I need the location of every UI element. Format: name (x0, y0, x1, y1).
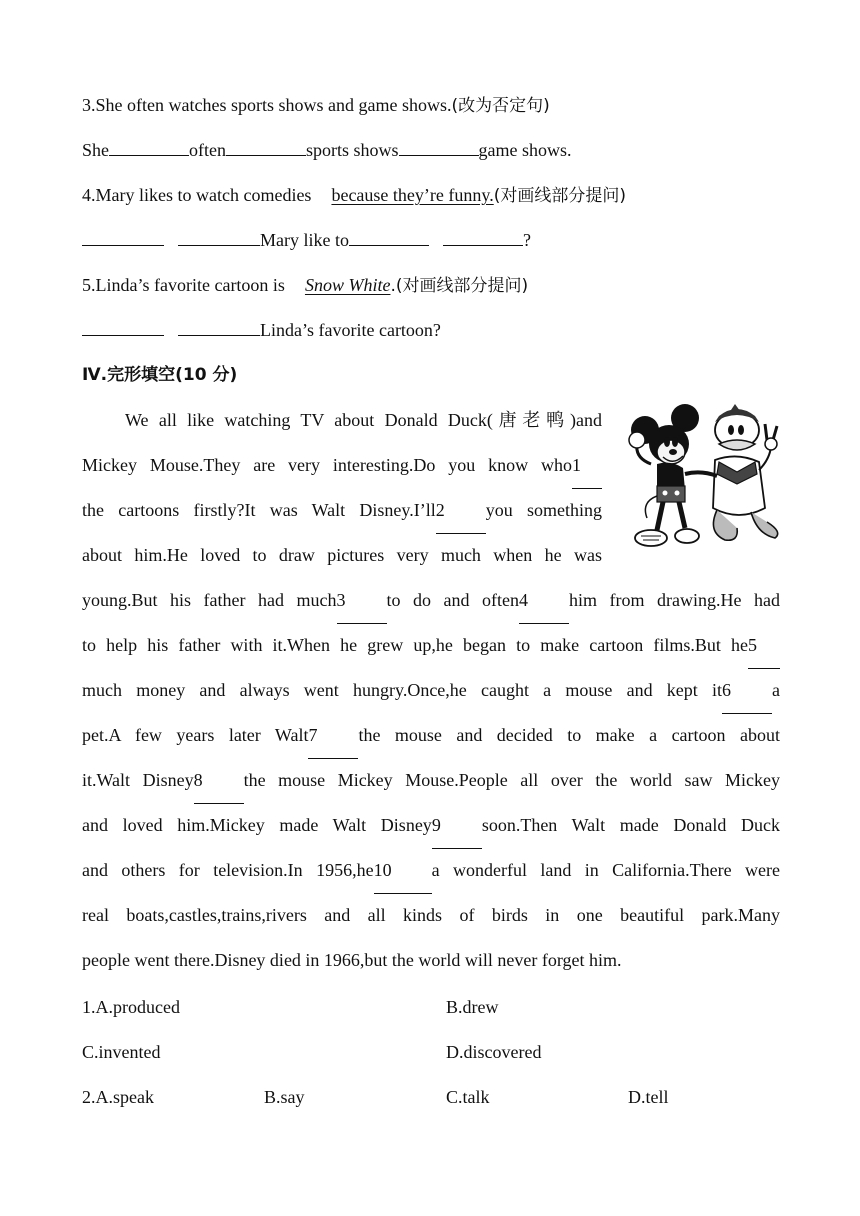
passage-line (82, 578, 780, 624)
option-1d[interactable]: D.discovered (446, 1042, 542, 1062)
answer-blank[interactable] (443, 228, 523, 246)
cloze-blank-5[interactable]: 5 (748, 623, 780, 669)
passage-text: real boats,castles,trains,rivers and all kinds of birds in one beautiful park.Many (82, 905, 780, 925)
answer-word: game shows. (478, 140, 572, 160)
option-1a[interactable]: 1.A.produced (82, 997, 180, 1017)
question-5-instruction: .(对画线部分提问) (390, 276, 529, 296)
answer-blank[interactable] (226, 138, 306, 156)
cloze-blank-6[interactable]: 6 (722, 668, 772, 714)
mickey-donald-cartoon-icon (627, 400, 785, 556)
option-2d[interactable]: D.tell (628, 1087, 669, 1107)
cloze-blank-1[interactable]: 1 (572, 443, 602, 489)
answer-blank[interactable] (82, 318, 164, 336)
cloze-blank-9[interactable]: 9 (432, 803, 482, 849)
cloze-blank-2[interactable]: 2 (436, 488, 486, 534)
question-4-instruction: (对画线部分提问) (493, 186, 626, 206)
question-3-instruction: (改为否定句) (451, 96, 550, 116)
passage-line (82, 488, 602, 534)
passage-text: a (772, 680, 780, 700)
passage-text: much money and always went hungry.Once,he caught a mouse and kept it (82, 680, 722, 700)
passage-text: We all like watching TV about Donald Duck(唐老鸭)and (125, 410, 602, 430)
passage-line (82, 623, 780, 669)
passage-text: and loved him.Mickey made Walt Disney (82, 815, 432, 835)
answer-word: often (189, 140, 226, 160)
question-3 (82, 93, 550, 118)
question-5-answer (82, 318, 441, 342)
passage-text: the cartoons firstly?It was Walt Disney.I’ll (82, 500, 436, 520)
cloze-blank-3[interactable]: 3 (337, 578, 387, 624)
passage-text: and others for television.In 1956,he (82, 860, 374, 880)
question-4-prompt: 4.Mary likes to watch comedies (82, 185, 312, 205)
passage-text: soon.Then Walt made Donald Duck (481, 815, 780, 835)
passage-line (82, 533, 602, 578)
answer-word: Linda’s favorite cartoon? (260, 320, 441, 340)
passage-line (82, 893, 780, 938)
option-2a[interactable]: 2.A.speak (82, 1087, 154, 1107)
option-2b[interactable]: B.say (264, 1087, 305, 1107)
question-5-prompt: 5.Linda’s favorite cartoon is (82, 275, 285, 295)
answer-blank[interactable] (82, 228, 164, 246)
answer-blank[interactable] (178, 228, 260, 246)
passage-text: people went there.Disney died in 1966,but the world will never forget him. (82, 950, 622, 970)
answer-blank[interactable] (178, 318, 260, 336)
passage-line (82, 668, 780, 714)
question-3-prompt: 3.She often watches sports shows and game shows. (82, 95, 452, 115)
passage-line (82, 938, 780, 983)
question-4 (82, 183, 626, 208)
cloze-blank-10[interactable]: 10 (374, 848, 432, 894)
passage-text: about him.He loved to draw pictures very much when he was (82, 545, 602, 565)
answer-word: Mary like to (260, 230, 349, 250)
passage-text: to help his father with it.When he grew up,he began to make cartoon films.But he (82, 635, 748, 655)
question-4-underlined: because they’re funny. (331, 185, 494, 205)
passage-line (82, 758, 780, 804)
question-4-answer (82, 228, 531, 252)
question-5-underlined: Snow White (304, 275, 391, 295)
cloze-blank-7[interactable]: 7 (308, 713, 358, 759)
question-3-answer (82, 138, 572, 162)
cloze-blank-4[interactable]: 4 (519, 578, 569, 624)
passage-line (82, 848, 780, 894)
answer-blank[interactable] (109, 138, 189, 156)
passage-text: the mouse and decided to make a cartoon about (358, 725, 780, 745)
passage-text: young.But his father had much (82, 590, 337, 610)
passage-line (82, 398, 602, 443)
option-2c[interactable]: C.talk (446, 1087, 490, 1107)
passage-line (82, 803, 780, 849)
passage-text: it.Walt Disney (82, 770, 194, 790)
passage-text: Mickey Mouse.They are very interesting.Do you know who (82, 455, 572, 475)
answer-word: She (82, 140, 109, 160)
passage-text: pet.A few years later Walt (82, 725, 309, 745)
passage-text: a wonderful land in California.There were (431, 860, 780, 880)
answer-blank[interactable] (349, 228, 429, 246)
passage-text: the mouse Mickey Mouse.People all over the world saw Mickey (243, 770, 780, 790)
option-1b[interactable]: B.drew (446, 997, 499, 1017)
passage-line (82, 713, 780, 759)
section-title: Ⅳ.完形填空(10 分) (82, 365, 238, 385)
question-5 (82, 273, 528, 298)
answer-word: ? (522, 230, 531, 250)
passage-text: you something (485, 500, 602, 520)
passage-text: him from drawing.He had (569, 590, 780, 610)
answer-blank[interactable] (399, 138, 479, 156)
option-1c[interactable]: C.invented (82, 1042, 161, 1062)
answer-word: sports shows (305, 140, 399, 160)
passage-line (82, 443, 602, 489)
cloze-blank-8[interactable]: 8 (194, 758, 244, 804)
passage-text: to do and often (386, 590, 520, 610)
